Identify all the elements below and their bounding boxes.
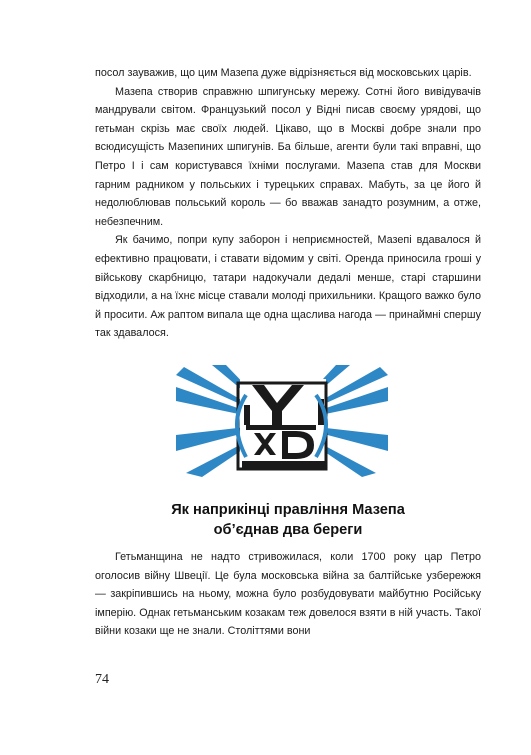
section-heading-line-1: Як наприкінці правління Мазепа bbox=[171, 502, 405, 518]
monogram-emblem-icon bbox=[176, 365, 388, 477]
page-number: 74 bbox=[95, 672, 109, 687]
section-heading bbox=[95, 500, 481, 540]
paragraph-3: Як бачимо, попри купу заборон і неприємностей, Мазепі вдавалося й ефективно працювати, і ставати відомим у світі. Оренда приносила гроші у військову скарбницю, татари надокучали дедалі менше, старі старшини відходили, а на їхнє місце ставали молоді прихильники. Кращого важко було й просити. Аж раптом випала ще одна щаслива нагода — принаймні спершу так здавалося. bbox=[95, 234, 481, 340]
paragraph-2: Мазепа створив справжню шпигунську мережу. Сотні його вивідувачів мандрували світом. Французький посол у Відні писав своєму урядові, що гетьман скрізь має своїх людей. Цікаво, що в Москві добре знали про всюдисущість Мазепиних шпигунів. Ба більше, агенти були такі вправні, що Петро І і сам користувався їхніми послугами. Мазепа став для Москви гарним радником у польських і турецьких справах. Мабуть, за це його й недолюблював польський король — бо вважав занадто розумним, а отже, небезпечним. bbox=[95, 85, 481, 228]
paragraph-1: посол зауважив, що цим Мазепа дуже відрізняється від московських царів. bbox=[95, 67, 472, 79]
body-text-bottom bbox=[95, 548, 481, 641]
paragraph-4: Гетьманщина не надто стривожилася, коли 1700 року цар Петро оголосив війну Швеції. Це була московська війна за балтійське узбережжя — закріпившись на ньому, можна було розбудовувати майбутню Російську імперію. Однак гетьманським козакам теж довелося взяти в ній участь. Такої війни козаки ще не знали. Століттями вони bbox=[95, 551, 481, 638]
section-heading-line-2: об’єднав два береги bbox=[213, 522, 363, 538]
body-text-top bbox=[95, 64, 481, 343]
